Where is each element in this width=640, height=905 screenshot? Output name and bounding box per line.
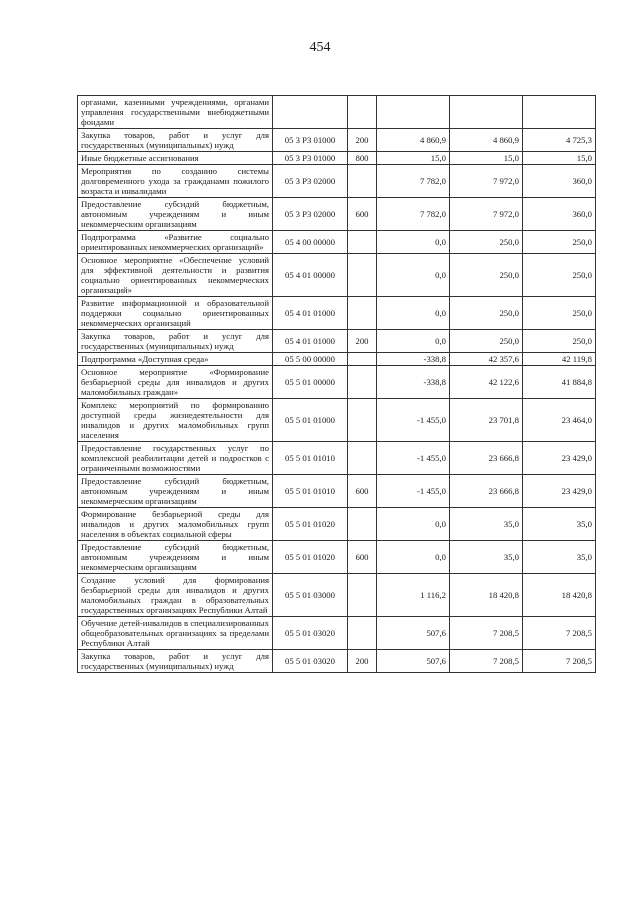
row-expense-type-cell <box>348 617 377 650</box>
row-code-cell: 05 5 01 01010 <box>273 475 348 508</box>
row-value-2-cell: 250,0 <box>450 330 523 353</box>
table-row <box>78 366 596 399</box>
budget-table-body <box>78 96 596 673</box>
budget-table <box>77 95 596 673</box>
row-code-cell: 05 4 01 01000 <box>273 297 348 330</box>
row-code-cell: 05 3 P3 02000 <box>273 165 348 198</box>
row-value-2-cell: 18 420,8 <box>450 574 523 617</box>
row-name-cell: Закупка товаров, работ и услуг для государственных (муниципальных) нужд <box>78 330 273 353</box>
row-name-cell: Мероприятия по созданию системы долговременного ухода за гражданами пожилого возраста и инвалидами <box>78 165 273 198</box>
row-value-2-cell: 250,0 <box>450 254 523 297</box>
row-name-cell: Подпрограмма «Доступная среда» <box>78 353 273 366</box>
row-expense-type-cell <box>348 254 377 297</box>
row-value-1-cell: 0,0 <box>377 508 450 541</box>
row-value-2-cell: 7 972,0 <box>450 198 523 231</box>
row-expense-type-cell <box>348 96 377 129</box>
row-expense-type-cell: 200 <box>348 650 377 673</box>
table-row <box>78 254 596 297</box>
row-expense-type-cell <box>348 508 377 541</box>
row-code-cell: 05 3 P3 02000 <box>273 198 348 231</box>
row-value-3-cell: 360,0 <box>523 165 596 198</box>
table-row <box>78 330 596 353</box>
row-value-1-cell: -1 455,0 <box>377 442 450 475</box>
table-row <box>78 541 596 574</box>
row-code-cell: 05 5 01 03020 <box>273 617 348 650</box>
row-name-cell: Предоставление субсидий бюджетным, автономным учреждениям и иным некоммерческим организациям <box>78 475 273 508</box>
table-row <box>78 165 596 198</box>
row-value-1-cell: 7 782,0 <box>377 165 450 198</box>
row-value-1-cell: 1 116,2 <box>377 574 450 617</box>
row-value-3-cell: 4 725,3 <box>523 129 596 152</box>
row-name-cell: органами, казенными учреждениями, органами управления государственными внебюджетными фондами <box>78 96 273 129</box>
row-name-cell: Подпрограмма «Развитие социально ориентированных некоммерческих организаций» <box>78 231 273 254</box>
row-value-2-cell: 35,0 <box>450 508 523 541</box>
row-code-cell: 05 5 01 01020 <box>273 541 348 574</box>
row-value-1-cell: 0,0 <box>377 330 450 353</box>
row-code-cell: 05 5 01 01010 <box>273 442 348 475</box>
table-row <box>78 475 596 508</box>
row-value-2-cell: 7 208,5 <box>450 650 523 673</box>
row-value-1-cell: -1 455,0 <box>377 475 450 508</box>
page-number: 454 <box>309 40 331 55</box>
row-code-cell: 05 4 01 01000 <box>273 330 348 353</box>
table-row <box>78 129 596 152</box>
row-expense-type-cell <box>348 231 377 254</box>
row-expense-type-cell <box>348 574 377 617</box>
row-expense-type-cell <box>348 399 377 442</box>
table-row <box>78 231 596 254</box>
row-value-1-cell: -338,8 <box>377 366 450 399</box>
table-row <box>78 297 596 330</box>
table-row <box>78 617 596 650</box>
row-value-3-cell: 35,0 <box>523 541 596 574</box>
row-value-1-cell: 15,0 <box>377 152 450 165</box>
row-name-cell: Формирование безбарьерной среды для инвалидов и других маломобильных групп населения в объектах социальной сферы <box>78 508 273 541</box>
row-value-1-cell: 0,0 <box>377 231 450 254</box>
row-name-cell: Основное мероприятие «Обеспечение условий для эффективной деятельности и развития социально ориентированных некоммерческих организаций» <box>78 254 273 297</box>
row-value-3-cell: 18 420,8 <box>523 574 596 617</box>
table-row <box>78 353 596 366</box>
table-row <box>78 96 596 129</box>
row-value-2-cell: 42 122,6 <box>450 366 523 399</box>
row-code-cell: 05 4 00 00000 <box>273 231 348 254</box>
row-value-2-cell: 35,0 <box>450 541 523 574</box>
table-row <box>78 650 596 673</box>
row-code-cell: 05 3 P3 01000 <box>273 129 348 152</box>
row-name-cell: Предоставление субсидий бюджетным, автономным учреждениям и иным некоммерческим организациям <box>78 198 273 231</box>
row-code-cell: 05 5 01 00000 <box>273 366 348 399</box>
row-value-1-cell: 0,0 <box>377 254 450 297</box>
row-code-cell: 05 3 P3 01000 <box>273 152 348 165</box>
row-code-cell: 05 4 01 00000 <box>273 254 348 297</box>
row-value-2-cell: 23 666,8 <box>450 475 523 508</box>
row-expense-type-cell: 200 <box>348 330 377 353</box>
row-name-cell: Закупка товаров, работ и услуг для государственных (муниципальных) нужд <box>78 129 273 152</box>
row-value-1-cell: 7 782,0 <box>377 198 450 231</box>
row-name-cell: Закупка товаров, работ и услуг для государственных (муниципальных) нужд <box>78 650 273 673</box>
row-value-3-cell: 250,0 <box>523 297 596 330</box>
row-code-cell: 05 5 01 03000 <box>273 574 348 617</box>
row-value-2-cell: 250,0 <box>450 297 523 330</box>
row-value-3-cell: 23 464,0 <box>523 399 596 442</box>
row-value-3-cell: 23 429,0 <box>523 442 596 475</box>
row-value-3-cell: 41 884,8 <box>523 366 596 399</box>
row-value-1-cell: 507,6 <box>377 617 450 650</box>
row-value-3-cell: 7 208,5 <box>523 650 596 673</box>
row-value-2-cell: 4 860,9 <box>450 129 523 152</box>
row-name-cell: Предоставление государственных услуг по комплексной реабилитации детей и подростков с ограниченными возможностями <box>78 442 273 475</box>
row-name-cell: Развитие информационной и образовательной поддержки социально ориентированных некоммерческих организаций <box>78 297 273 330</box>
row-value-1-cell: 507,6 <box>377 650 450 673</box>
row-value-2-cell: 7 208,5 <box>450 617 523 650</box>
row-value-3-cell: 360,0 <box>523 198 596 231</box>
row-expense-type-cell: 600 <box>348 198 377 231</box>
row-value-1-cell: 0,0 <box>377 297 450 330</box>
row-value-3-cell: 35,0 <box>523 508 596 541</box>
table-row <box>78 198 596 231</box>
row-value-2-cell: 23 666,8 <box>450 442 523 475</box>
row-code-cell: 05 5 01 01000 <box>273 399 348 442</box>
row-value-1-cell: -1 455,0 <box>377 399 450 442</box>
row-value-2-cell: 250,0 <box>450 231 523 254</box>
row-value-2-cell <box>450 96 523 129</box>
row-value-2-cell: 7 972,0 <box>450 165 523 198</box>
row-value-3-cell <box>523 96 596 129</box>
table-row <box>78 399 596 442</box>
row-value-1-cell: 0,0 <box>377 541 450 574</box>
row-value-3-cell: 250,0 <box>523 254 596 297</box>
row-expense-type-cell: 800 <box>348 152 377 165</box>
row-code-cell <box>273 96 348 129</box>
row-expense-type-cell <box>348 442 377 475</box>
row-code-cell: 05 5 01 01020 <box>273 508 348 541</box>
row-value-2-cell: 23 701,8 <box>450 399 523 442</box>
row-expense-type-cell <box>348 353 377 366</box>
row-expense-type-cell <box>348 165 377 198</box>
row-name-cell: Комплекс мероприятий по формированию доступной среды жизнедеятельности для инвалидов и других маломобильных групп населения <box>78 399 273 442</box>
row-value-3-cell: 42 119,8 <box>523 353 596 366</box>
row-name-cell: Иные бюджетные ассигнования <box>78 152 273 165</box>
row-value-2-cell: 42 357,6 <box>450 353 523 366</box>
row-value-3-cell: 15,0 <box>523 152 596 165</box>
row-value-3-cell: 250,0 <box>523 231 596 254</box>
row-expense-type-cell: 600 <box>348 541 377 574</box>
row-name-cell: Создание условий для формирования безбарьерной среды для инвалидов и других маломобильных граждан в образовательных государственных организациях Республики Алтай <box>78 574 273 617</box>
row-name-cell: Предоставление субсидий бюджетным, автономным учреждениям и иным некоммерческим организациям <box>78 541 273 574</box>
table-row <box>78 442 596 475</box>
row-value-1-cell: 4 860,9 <box>377 129 450 152</box>
row-value-3-cell: 23 429,0 <box>523 475 596 508</box>
table-row <box>78 508 596 541</box>
row-value-1-cell <box>377 96 450 129</box>
row-value-1-cell: -338,8 <box>377 353 450 366</box>
row-value-3-cell: 250,0 <box>523 330 596 353</box>
row-name-cell: Обучение детей-инвалидов в специализированных общеобразовательных организациях за пределами Республики Алтай <box>78 617 273 650</box>
row-value-2-cell: 15,0 <box>450 152 523 165</box>
row-expense-type-cell: 200 <box>348 129 377 152</box>
table-row <box>78 574 596 617</box>
row-expense-type-cell: 600 <box>348 475 377 508</box>
row-value-3-cell: 7 208,5 <box>523 617 596 650</box>
row-expense-type-cell <box>348 297 377 330</box>
row-code-cell: 05 5 01 03020 <box>273 650 348 673</box>
row-expense-type-cell <box>348 366 377 399</box>
table-row <box>78 152 596 165</box>
row-name-cell: Основное мероприятие «Формирование безбарьерной среды для инвалидов и других маломобильных граждан» <box>78 366 273 399</box>
row-code-cell: 05 5 00 00000 <box>273 353 348 366</box>
